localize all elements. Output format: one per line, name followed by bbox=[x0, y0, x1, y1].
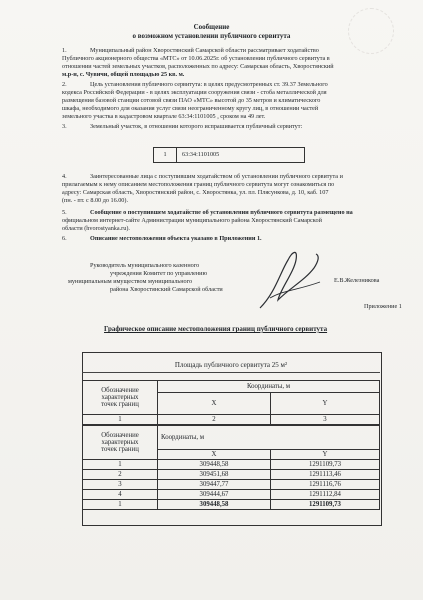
p5-line-2: официальном интернет-сайте Администрации муниципального района Хворостянский Самарской bbox=[62, 217, 322, 224]
p4-line-2: прилагаемым к нему описанием местоположения границ публичного сервитута могут ознакомиться по bbox=[62, 181, 335, 188]
appendix-label: Приложение 1 bbox=[364, 303, 402, 310]
signatory-name: Е.В.Железникова bbox=[334, 277, 380, 284]
table-row: 3 309447,77 1291116,76 bbox=[83, 480, 380, 490]
signature-line-4: района Хворостянский Самарской области bbox=[110, 286, 223, 293]
t2-header-x: X bbox=[158, 450, 271, 460]
parcel-box bbox=[153, 147, 305, 163]
t1-row-1: 1 bbox=[83, 415, 158, 425]
p5-number: 5. bbox=[62, 209, 67, 216]
t2-header-y: Y bbox=[271, 450, 380, 460]
handwritten-signature-icon bbox=[250, 238, 330, 318]
parcel-number: 1 bbox=[163, 151, 167, 158]
p1-line-4: м.р-н, с. Чувичи, общей площадью 25 кв. м. bbox=[62, 71, 185, 78]
p1-number: 1. bbox=[62, 47, 67, 54]
document-title: Сообщение bbox=[193, 23, 230, 31]
coords-header-table bbox=[82, 380, 380, 425]
p6-line: Описание местоположения объекта указано в Приложении 1. bbox=[90, 235, 262, 242]
signature-line-3: муниципальным имуществом муниципального bbox=[68, 278, 193, 285]
document-subtitle: о возможном установлении публичного сервитута bbox=[132, 32, 291, 40]
p5-line-3: области (hvorostyanka.ru). bbox=[62, 225, 130, 232]
p2-line-3: размещения базовой станции сотовой связи ПАО «МТС» высотой до 35 метров и климатического bbox=[62, 97, 321, 104]
t1-header-left: Обозначение характерных точек границ bbox=[83, 381, 158, 415]
area-caption: Площадь публичного сервитута 25 м² bbox=[174, 361, 288, 369]
table-row: 1 309448,58 1291109,73 bbox=[83, 460, 380, 470]
p4-line-1: Заинтересованные лица с поступившим ходатайством об установлении публичного сервитута и bbox=[90, 173, 343, 180]
area-divider bbox=[82, 372, 380, 373]
p1-line-1: Муниципальный район Хворостянский Самарской области рассматривает ходатайство bbox=[90, 47, 319, 54]
table-row: 1 309448,58 1291109,73 bbox=[83, 500, 380, 510]
t2-header-coords: Координаты, м bbox=[158, 426, 380, 450]
p5-line-1: Сообщение о поступившем ходатайстве об установлении публичного сервитута размещено на bbox=[90, 209, 353, 216]
p3-line: Земельный участок, в отношении которого испрашивается публичный сервитут: bbox=[90, 123, 303, 130]
appendix-title: Графическое описание местоположения границ публичного сервитута bbox=[104, 325, 328, 333]
p2-number: 2. bbox=[62, 81, 67, 88]
p2-line-2: кодекса Российской Федерации - в целях эксплуатации сооружения связи - стоба металлической для bbox=[62, 89, 327, 96]
p4-number: 4. bbox=[62, 173, 67, 180]
table-row: 4 309444,67 1291112,84 bbox=[83, 490, 380, 500]
p4-line-3: адресу: Самарская область, Хворостянский район, с. Хворостянка, ул. пл. Плясункова, д. 10, каб. 107 bbox=[62, 189, 329, 196]
p3-number: 3. bbox=[62, 123, 67, 130]
p2-line-1: Цель установления публичного сервитута: в целях предусмотренных ст. 39.37 Земельного bbox=[90, 81, 328, 88]
t1-row-3: 3 bbox=[271, 415, 380, 425]
p4-line-4: (пн. - пт. с 8.00 до 16.00). bbox=[62, 197, 129, 204]
signature-line-1: Руководитель муниципального казенного bbox=[90, 262, 200, 269]
faint-stamp-mark bbox=[348, 8, 394, 54]
coords-data-table bbox=[82, 425, 380, 510]
p1-line-2: Публичного акционерного общества «МТС» от 10.06.2025г. об установлении публичного сервитута в bbox=[62, 55, 330, 62]
t2-header-left: Обозначение характерных точек границ bbox=[83, 426, 158, 460]
p2-line-4: шкафа, необходимого для оказания услуг связи неограниченному кругу лиц, в отношении частей bbox=[62, 105, 319, 112]
table-row: 2 309451,68 1291113,46 bbox=[83, 470, 380, 480]
p1-line-3: отношении частей земельных участков, расположенных по адресу: Самарская область, Хворостянский bbox=[62, 63, 334, 70]
signature-line-2: учреждения Комитет по управлению bbox=[110, 270, 208, 277]
parcel-cadastral-code: 63:34:1101005 bbox=[182, 151, 220, 158]
p2-line-5: земельного участка в кадастровом квартале 63:34:1101005 , сроком на 49 лет. bbox=[62, 113, 266, 120]
p6-number: 6. bbox=[62, 235, 67, 242]
t1-header-x: X bbox=[158, 393, 271, 415]
t1-header-y: Y bbox=[271, 393, 380, 415]
t1-header-coords: Координаты, м bbox=[158, 381, 380, 393]
t1-row-2: 2 bbox=[158, 415, 271, 425]
